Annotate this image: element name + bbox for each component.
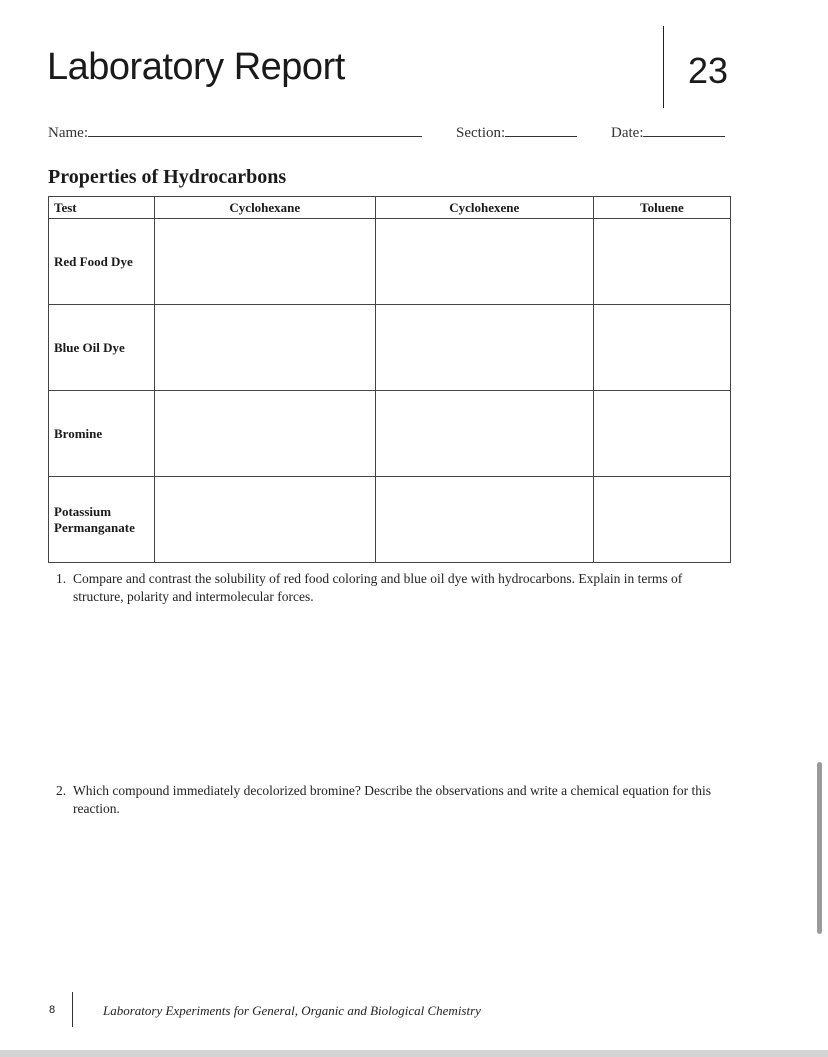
cell-blue-oil-dye-cyclohexene[interactable] xyxy=(375,305,593,391)
bottom-border xyxy=(0,1050,828,1057)
column-header-test: Test xyxy=(49,197,155,219)
row-label-red-food-dye: Red Food Dye xyxy=(49,219,155,305)
question-1 xyxy=(56,570,731,606)
cell-bromine-cyclohexane[interactable] xyxy=(155,391,376,477)
table-row xyxy=(49,477,731,563)
observations-table xyxy=(48,196,731,563)
cell-red-food-dye-toluene[interactable] xyxy=(593,219,730,305)
table-header-row xyxy=(49,197,731,219)
page-title: Laboratory Report xyxy=(47,46,345,88)
cell-bromine-toluene[interactable] xyxy=(593,391,730,477)
table-row xyxy=(49,219,731,305)
cell-blue-oil-dye-toluene[interactable] xyxy=(593,305,730,391)
cell-permanganate-cyclohexene[interactable] xyxy=(375,477,593,563)
column-header-toluene: Toluene xyxy=(593,197,730,219)
chapter-number: 23 xyxy=(688,50,729,91)
name-label: Name: xyxy=(48,125,88,141)
column-header-cyclohexane: Cyclohexane xyxy=(155,197,376,219)
name-field[interactable] xyxy=(48,122,422,142)
vertical-scrollbar[interactable] xyxy=(817,762,822,934)
column-header-cyclohexene: Cyclohexene xyxy=(375,197,593,219)
row-label-line-2: Permanganate xyxy=(54,519,135,535)
question-1-number: 1. xyxy=(56,571,67,586)
question-2-text: Which compound immediately decolorized bromine? Describe the observations and write a chemical equation for this reaction. xyxy=(73,783,712,816)
cell-blue-oil-dye-cyclohexane[interactable] xyxy=(155,305,376,391)
date-field[interactable] xyxy=(611,122,725,142)
footer-book-title: Laboratory Experiments for General, Organic and Biological Chemistry xyxy=(103,1003,481,1018)
question-2-number: 2. xyxy=(56,783,67,798)
cell-permanganate-toluene[interactable] xyxy=(593,477,730,563)
table-row xyxy=(49,391,731,477)
row-label-bromine: Bromine xyxy=(49,391,155,477)
cell-permanganate-cyclohexane[interactable] xyxy=(155,477,376,563)
row-label-blue-oil-dye: Blue Oil Dye xyxy=(49,305,155,391)
footer-divider xyxy=(72,992,73,1027)
cell-red-food-dye-cyclohexane[interactable] xyxy=(155,219,376,305)
question-1-text: Compare and contrast the solubility of red food coloring and blue oil dye with hydrocarbons. Explain in terms of structure, polarity and intermolecular forces. xyxy=(73,571,683,604)
date-blank-line[interactable] xyxy=(643,122,725,137)
question-2 xyxy=(56,782,731,818)
cell-bromine-cyclohexene[interactable] xyxy=(375,391,593,477)
cell-red-food-dye-cyclohexene[interactable] xyxy=(375,219,593,305)
date-label: Date: xyxy=(611,125,644,141)
section-label: Section: xyxy=(456,125,506,141)
footer-page-number: 8 xyxy=(49,1004,56,1016)
section-blank-line[interactable] xyxy=(505,122,577,137)
row-label-line-1: Potassium xyxy=(54,503,112,519)
table-row xyxy=(49,305,731,391)
name-blank-line[interactable] xyxy=(88,122,422,137)
section-heading: Properties of Hydrocarbons xyxy=(48,166,287,188)
row-label-potassium-permanganate xyxy=(49,477,155,563)
section-field[interactable] xyxy=(456,122,577,142)
header-divider xyxy=(663,26,664,108)
